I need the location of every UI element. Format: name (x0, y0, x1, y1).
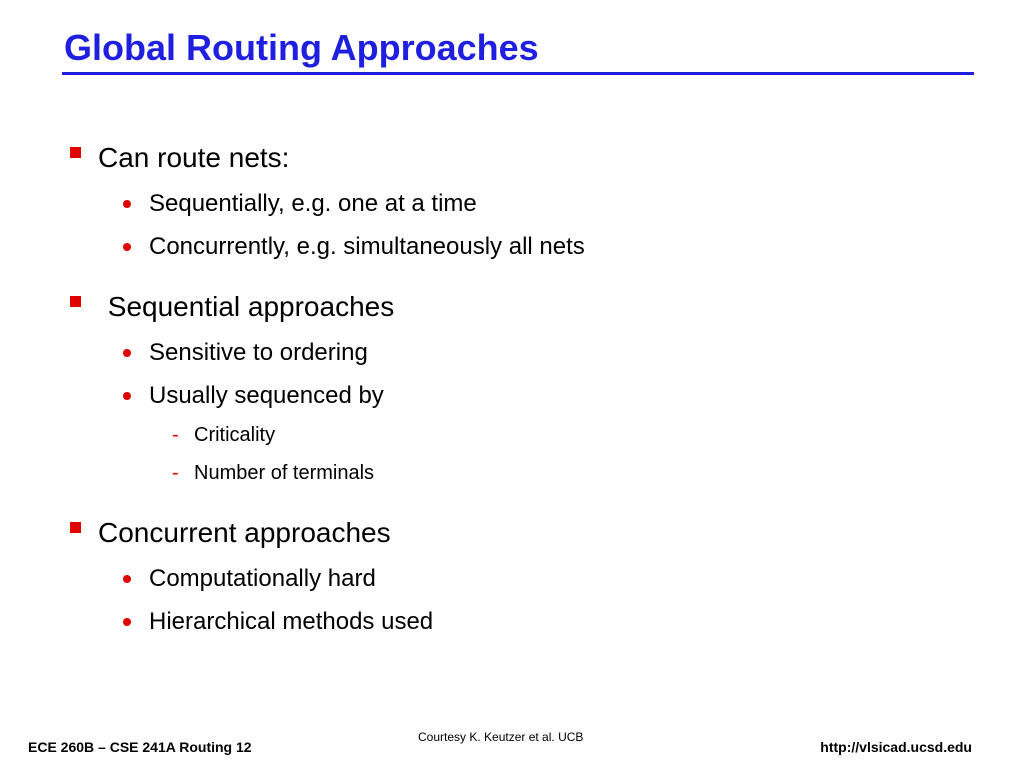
red-dash-bullet-icon: - (172, 424, 179, 446)
bullet-item: Sensitive to ordering (149, 339, 368, 366)
red-dot-bullet-icon (123, 618, 131, 626)
red-square-bullet-icon (70, 522, 81, 533)
bullet-item: Usually sequenced by (149, 382, 384, 409)
bullet-item: Sequentially, e.g. one at a time (149, 190, 477, 217)
red-dot-bullet-icon (123, 349, 131, 357)
slide-title: Global Routing Approaches (64, 27, 539, 68)
section-heading: Can route nets: (98, 142, 290, 173)
section-heading: Sequential approaches (100, 291, 395, 322)
red-square-bullet-icon (70, 296, 81, 307)
red-dash-bullet-icon: - (172, 462, 179, 484)
sub-bullet-item: Criticality (194, 424, 276, 446)
footer-course-label: ECE 260B – CSE 241A Routing 12 (28, 739, 252, 755)
red-dot-bullet-icon (123, 243, 131, 251)
red-dot-bullet-icon (123, 575, 131, 583)
footer-url: http://vlsicad.ucsd.edu (820, 739, 972, 755)
bullet-item: Computationally hard (149, 565, 376, 592)
bullet-item: Hierarchical methods used (149, 608, 434, 635)
red-dot-bullet-icon (123, 200, 131, 208)
section-heading: Concurrent approaches (98, 517, 391, 548)
red-square-bullet-icon (70, 147, 81, 158)
red-dot-bullet-icon (123, 392, 131, 400)
sub-bullet-item: Number of terminals (194, 462, 375, 484)
bullet-item: Concurrently, e.g. simultaneously all nets (149, 233, 585, 260)
footer-credit: Courtesy K. Keutzer et al. UCB (418, 730, 584, 744)
